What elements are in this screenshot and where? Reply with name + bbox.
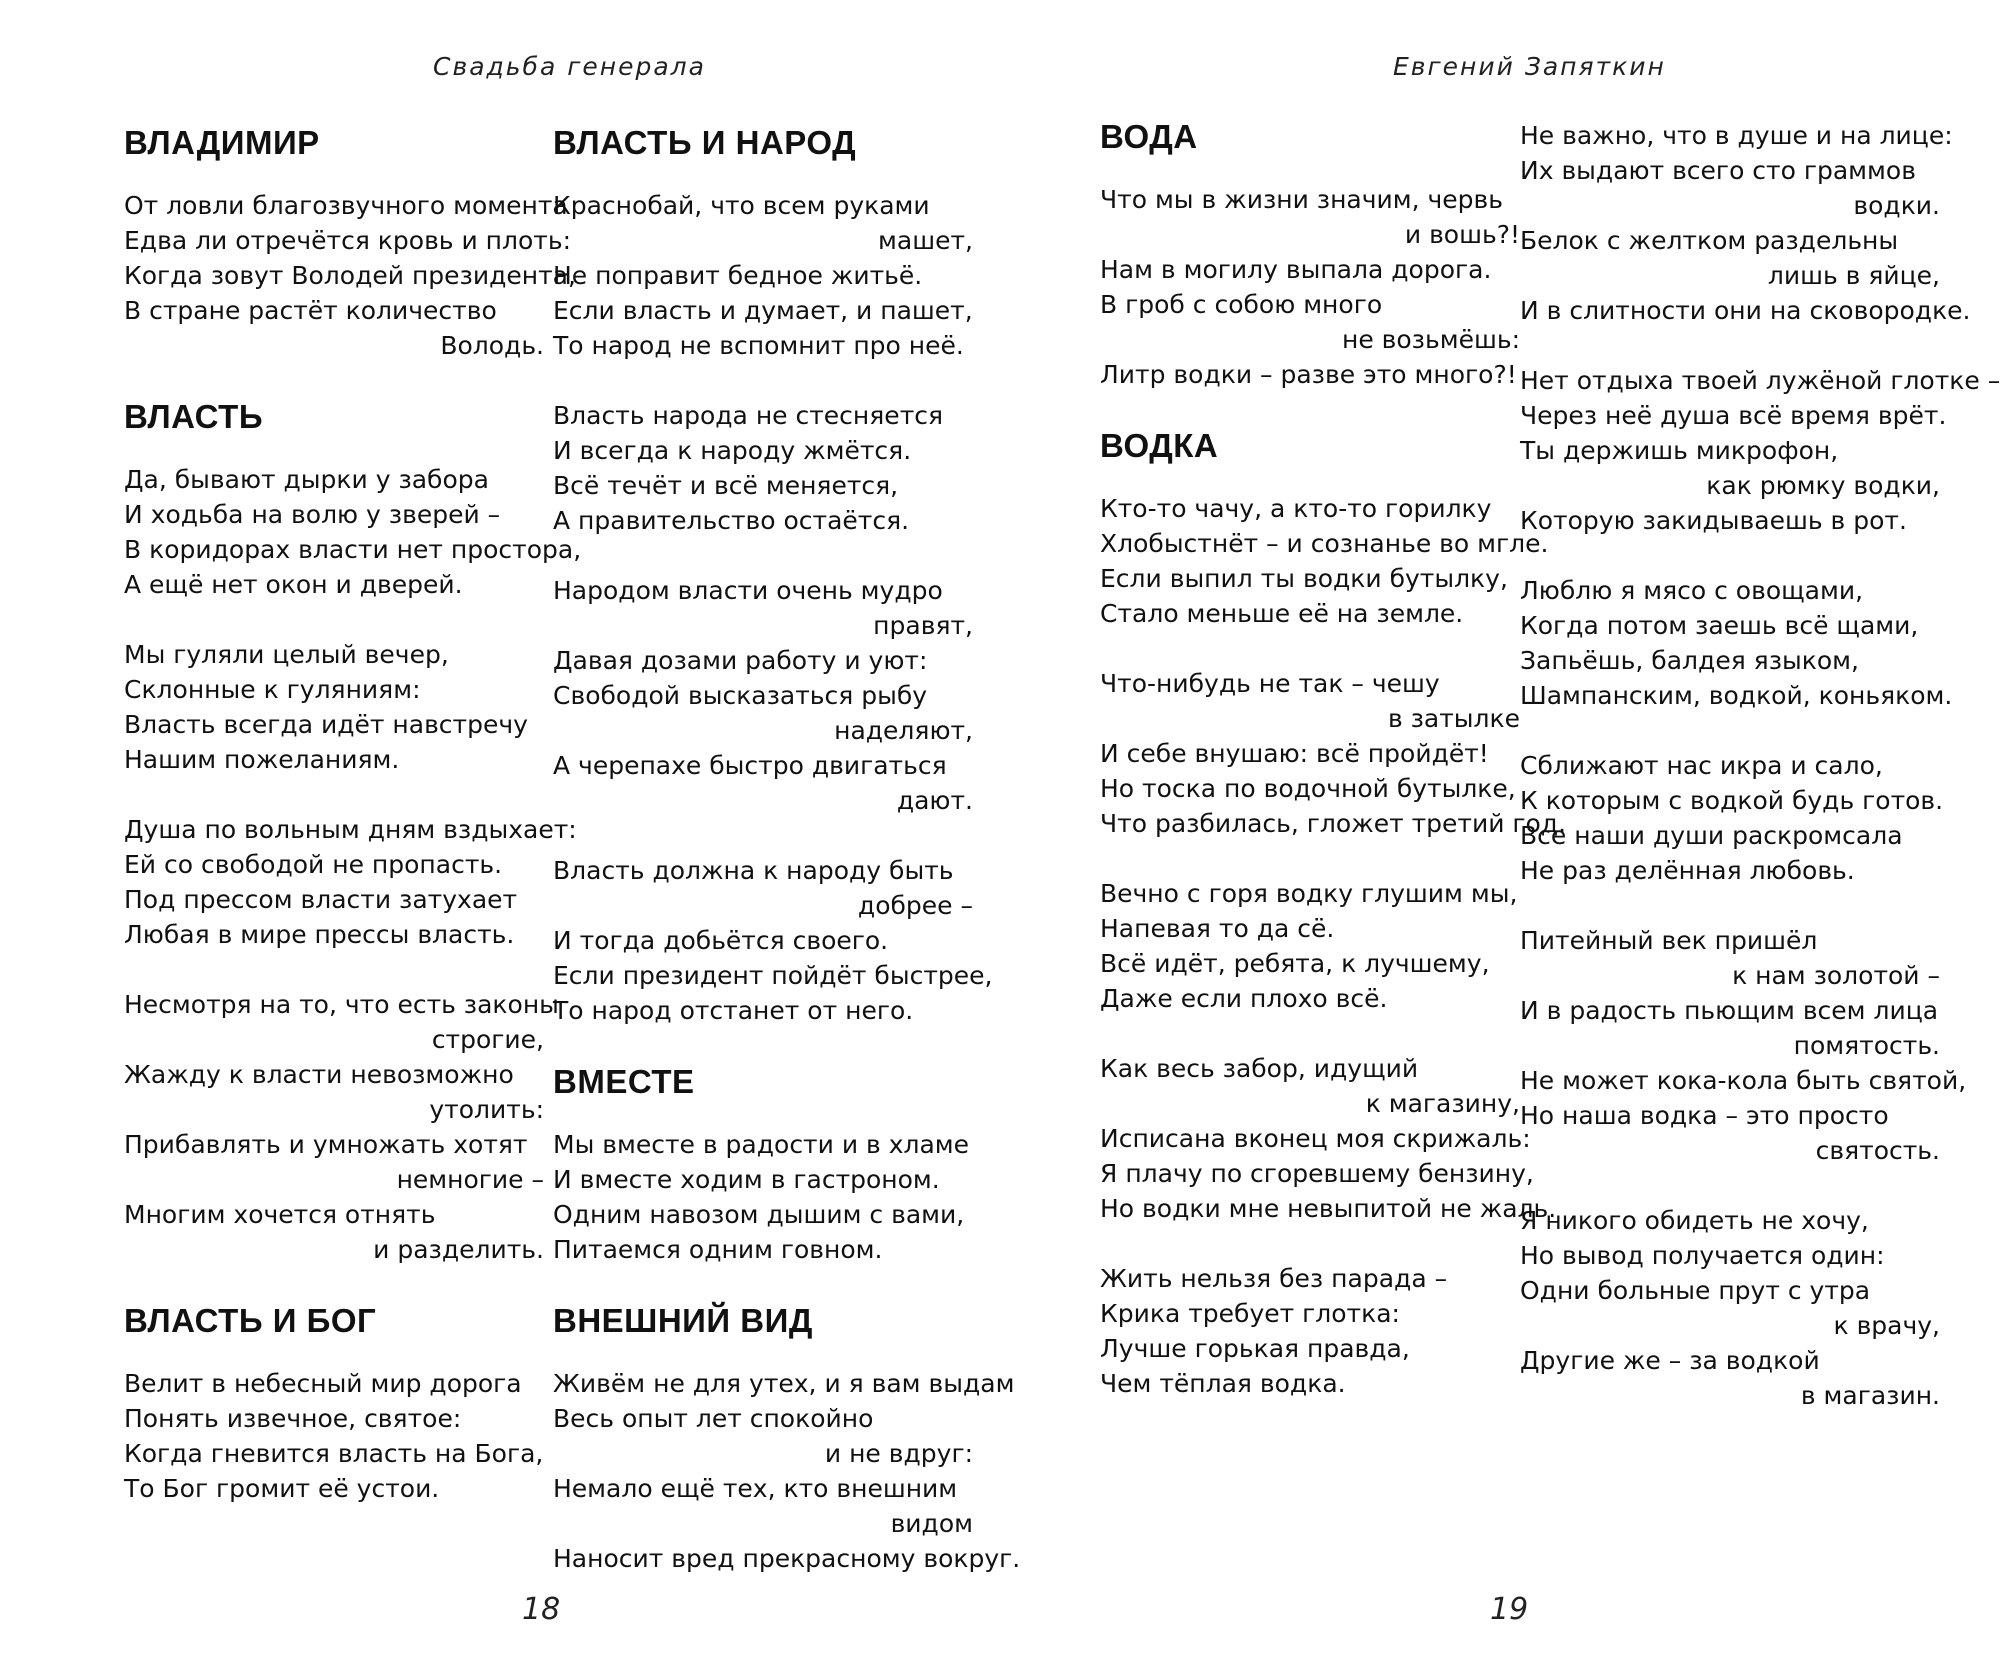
verse-line: Кто-то чачу, а кто-то горилку (1100, 494, 1492, 523)
verse-line: наделяют, (834, 716, 973, 745)
verse-line: Понять извечное, святое: (124, 1404, 462, 1433)
verse-line: Питаемся одним говном. (553, 1235, 883, 1264)
verse-line: А черепахе быстро двигаться (553, 751, 947, 780)
verse-line: Напевая то да сё. (1100, 914, 1335, 943)
verse-line: Когда гневится власть на Бога, (124, 1439, 544, 1468)
verse-line: Которую закидываешь в рот. (1520, 506, 1907, 535)
verse-line: Что разбилась, гложет третий год. (1100, 809, 1567, 838)
verse-line: То Бог громит её устои. (124, 1474, 440, 1503)
poem-title: ВЛАДИМИР (124, 124, 320, 161)
verse-line: Ты держишь микрофон, (1520, 436, 1839, 465)
verse-line: Володь. (440, 331, 544, 360)
stanza (124, 188, 576, 363)
verse-line: Не поправит бедное житьё. (553, 261, 923, 290)
verse-line: Немало ещё тех, кто внешним (553, 1474, 958, 1503)
verse-line: в затылке (1387, 704, 1520, 733)
verse-line: Исписана вконец моя скрижаль: (1100, 1124, 1531, 1153)
verse-line: Все наши души раскромсала (1520, 821, 1903, 850)
verse-line: Многим хочется отнять (124, 1200, 436, 1229)
verse-line: Как весь забор, идущий (1100, 1054, 1419, 1083)
verse-line: Не может кока-кола быть святой, (1520, 1066, 1967, 1095)
verse-line: Нашим пожеланиям. (124, 745, 400, 774)
stanza (124, 462, 582, 602)
verse-line: Запьёшь, балдея языком, (1520, 646, 1859, 675)
verse-line: Душа по вольным дням вздыхает: (124, 815, 577, 844)
verse-line: Жажду к власти невозможно (124, 1060, 514, 1089)
stanza (1520, 363, 2000, 538)
verse-line: Свободой высказаться рыбу (553, 681, 928, 710)
verse-line: Чем тёплая водка. (1100, 1369, 1346, 1398)
poem-title: ВНЕШНИЙ ВИД (553, 1302, 813, 1339)
verse-line: Мы вместе в радости и в хламе (553, 1130, 970, 1159)
verse-line: Крика требует глотка: (1100, 1299, 1400, 1328)
verse-line: Питейный век пришёл (1520, 926, 1818, 955)
running-head-right: Евгений Запяткин (1393, 52, 1666, 81)
verse-line: Жить нельзя без парада – (1100, 1264, 1448, 1293)
verse-line: и вошь?! (1404, 220, 1520, 249)
verse-line: И тогда добьётся своего. (553, 926, 889, 955)
verse-line: Всё течёт и всё меняется, (553, 471, 899, 500)
verse-line: А правительство остаётся. (553, 506, 910, 535)
verse-line: святость. (1815, 1136, 1940, 1165)
verse-line: Давая дозами работу и уют: (553, 646, 928, 675)
verse-line: Мы гуляли целый вечер, (124, 640, 449, 669)
verse-line: Да, бывают дырки у забора (124, 465, 489, 494)
verse-line: к нам золотой – (1732, 961, 1940, 990)
stanza (553, 188, 973, 363)
verse-line: Краснобай, что всем руками (553, 191, 930, 220)
left-page-column-1 (124, 124, 582, 1541)
verse-line: От ловли благозвучного момента (124, 191, 568, 220)
verse-line: Я никого обидеть не хочу, (1520, 1206, 1869, 1235)
verse-line: И всегда к народу жмётся. (553, 436, 912, 465)
verse-line: Их выдают всего сто граммов (1520, 156, 1916, 185)
verse-line: Шампанским, водкой, коньяком. (1520, 681, 1953, 710)
poem (1100, 118, 1520, 392)
verse-line: Люблю я мясо с овощами, (1520, 576, 1864, 605)
verse-line: Власть народа не стесняется (553, 401, 944, 430)
verse-line: к магазину, (1365, 1089, 1520, 1118)
stanza (124, 1366, 544, 1506)
verse-line: Стало меньше её на земле. (1100, 599, 1464, 628)
stanza (1100, 876, 1520, 1016)
left-page-column-2 (553, 124, 1021, 1611)
running-head-left: Свадьба генерала (433, 52, 706, 81)
verse-line: Не раз делённая любовь. (1520, 856, 1855, 885)
verse-line: И ходьба на волю у зверей – (124, 500, 501, 529)
verse-line: Другие же – за водкой (1520, 1346, 1820, 1375)
verse-line: Вечно с горя водку глушим мы, (1100, 879, 1518, 908)
right-page-column-2 (1520, 118, 2000, 1448)
verse-line: И в радость пьющим всем лица (1520, 996, 1939, 1025)
stanza (124, 812, 577, 952)
verse-line: Власть должна к народу быть (553, 856, 954, 885)
verse-line: То народ отстанет от него. (553, 996, 914, 1025)
verse-line: Но водки мне невыпитой не жаль. (1100, 1194, 1557, 1223)
poem-title: ВЛАСТЬ И БОГ (124, 1302, 377, 1339)
verse-line: То народ не вспомнит про неё. (553, 331, 964, 360)
verse-line: строгие, (431, 1025, 544, 1054)
verse-line: Литр водки – разве это много?! (1100, 360, 1517, 389)
stanza (1100, 1261, 1520, 1401)
poem (553, 1302, 1021, 1576)
verse-line: Через неё душа всё время врёт. (1520, 401, 1947, 430)
verse-line: В коридорах власти нет простора, (124, 535, 582, 564)
verse-line: Несмотря на то, что есть законы (124, 990, 559, 1019)
verse-line: помятость. (1793, 1031, 1940, 1060)
verse-line: лишь в яйце, (1767, 261, 1940, 290)
verse-line: Что-нибудь не так – чешу (1100, 669, 1440, 698)
stanza (553, 573, 973, 818)
verse-line: Велит в небесный мир дорога (124, 1369, 522, 1398)
verse-line: и не вдруг: (824, 1439, 973, 1468)
verse-line: Если власть и думает, и пашет, (553, 296, 973, 325)
verse-line: В гроб с собою много (1100, 290, 1383, 319)
stanza (1100, 1051, 1557, 1226)
verse-line: как рюмку водки, (1706, 471, 1940, 500)
verse-line: немногие – (396, 1165, 544, 1194)
stanza (1520, 118, 1971, 328)
verse-line: Едва ли отречётся кровь и плоть: (124, 226, 572, 255)
page-number-left: 18 (522, 1592, 561, 1627)
verse-line: видом (890, 1509, 973, 1538)
verse-line: Всё идёт, ребята, к лучшему, (1100, 949, 1490, 978)
verse-line: Народом власти очень мудро (553, 576, 943, 605)
verse-line: Но вывод получается один: (1520, 1241, 1885, 1270)
verse-line: Я плачу по сгоревшему бензину, (1100, 1159, 1534, 1188)
poem-title: ВМЕСТЕ (553, 1063, 695, 1100)
verse-line: правят, (873, 611, 973, 640)
verse-line: Под прессом власти затухает (124, 885, 518, 914)
verse-line: в магазин. (1800, 1381, 1940, 1410)
verse-line: Склонные к гуляниям: (124, 675, 421, 704)
verse-line: машет, (878, 226, 973, 255)
verse-line: Хлобыстнёт – и сознанье во мгле. (1100, 529, 1549, 558)
verse-line: Даже если плохо всё. (1100, 984, 1388, 1013)
verse-line: Весь опыт лет спокойно (553, 1404, 874, 1433)
verse-line: В стране растёт количество (124, 296, 497, 325)
verse-line: Если выпил ты водки бутылку, (1100, 564, 1508, 593)
stanza (553, 853, 993, 1028)
verse-line: добрее – (857, 891, 973, 920)
verse-line: Одним навозом дышим с вами, (553, 1200, 965, 1229)
verse-line: Любая в мире прессы власть. (124, 920, 515, 949)
poem (124, 398, 582, 1267)
verse-line: Наносит вред прекрасному вокруг. (553, 1544, 1021, 1573)
stanza (553, 1366, 1021, 1576)
verse-line: водки. (1853, 191, 1940, 220)
verse-line: Власть всегда идёт навстречу (124, 710, 528, 739)
poem-title: ВОДА (1100, 118, 1198, 155)
verse-line: Не важно, что в душе и на лице: (1520, 121, 1953, 150)
page-number-right: 19 (1490, 1592, 1529, 1627)
poem (553, 1063, 973, 1267)
stanza (1100, 182, 1520, 392)
poem (124, 124, 576, 363)
verse-line: и разделить. (373, 1235, 544, 1264)
stanza (124, 637, 544, 777)
verse-line: к врачу, (1833, 1311, 1940, 1340)
verse-line: Но тоска по водочной бутылке, (1100, 774, 1516, 803)
poem-title: ВЛАСТЬ (124, 398, 264, 435)
verse-line: Лучше горькая правда, (1100, 1334, 1410, 1363)
verse-line: Белок с желтком раздельны (1520, 226, 1899, 255)
stanza (124, 987, 559, 1267)
stanza (553, 398, 973, 538)
stanza (553, 1127, 973, 1267)
verse-line: Живём не для утех, и я вам выдам (553, 1369, 1015, 1398)
verse-line: Нет отдыха твоей лужёной глотке – (1520, 366, 2000, 395)
stanza (1100, 491, 1549, 631)
verse-line: не возьмёшь: (1341, 325, 1520, 354)
verse-line: И себе внушаю: всё пройдёт! (1100, 739, 1489, 768)
poem (553, 124, 993, 1028)
verse-line: дают. (896, 786, 973, 815)
poem (1100, 427, 1567, 1401)
verse-line: Сближают нас икра и сало, (1520, 751, 1883, 780)
stanza (1520, 573, 1953, 713)
verse-line: Если президент пойдёт быстрее, (553, 961, 993, 990)
verse-line: Но наша водка – это просто (1520, 1101, 1889, 1130)
stanza (1100, 666, 1567, 841)
poem (1520, 118, 2000, 1413)
verse-line: утолить: (429, 1095, 544, 1124)
verse-line: И в слитности они на сковородке. (1520, 296, 1971, 325)
verse-line: Нам в могилу выпала дорога. (1100, 255, 1492, 284)
poem (124, 1302, 544, 1506)
stanza (1520, 923, 1967, 1168)
stanza (1520, 748, 1944, 888)
verse-line: Когда зовут Володей президента, (124, 261, 576, 290)
poem-title: ВЛАСТЬ И НАРОД (553, 124, 857, 161)
verse-line: Прибавлять и умножать хотят (124, 1130, 528, 1159)
right-page-column-1 (1100, 118, 1567, 1436)
poem-title: ВОДКА (1100, 427, 1219, 464)
verse-line: Что мы в жизни значим, червь (1100, 185, 1503, 214)
verse-line: К которым с водкой будь готов. (1520, 786, 1944, 815)
verse-line: Когда потом заешь всё щами, (1520, 611, 1919, 640)
verse-line: Одни больные прут с утра (1520, 1276, 1871, 1305)
stanza (1520, 1203, 1940, 1413)
verse-line: И вместе ходим в гастроном. (553, 1165, 940, 1194)
verse-line: А ещё нет окон и дверей. (124, 570, 463, 599)
verse-line: Ей со свободой не пропасть. (124, 850, 503, 879)
